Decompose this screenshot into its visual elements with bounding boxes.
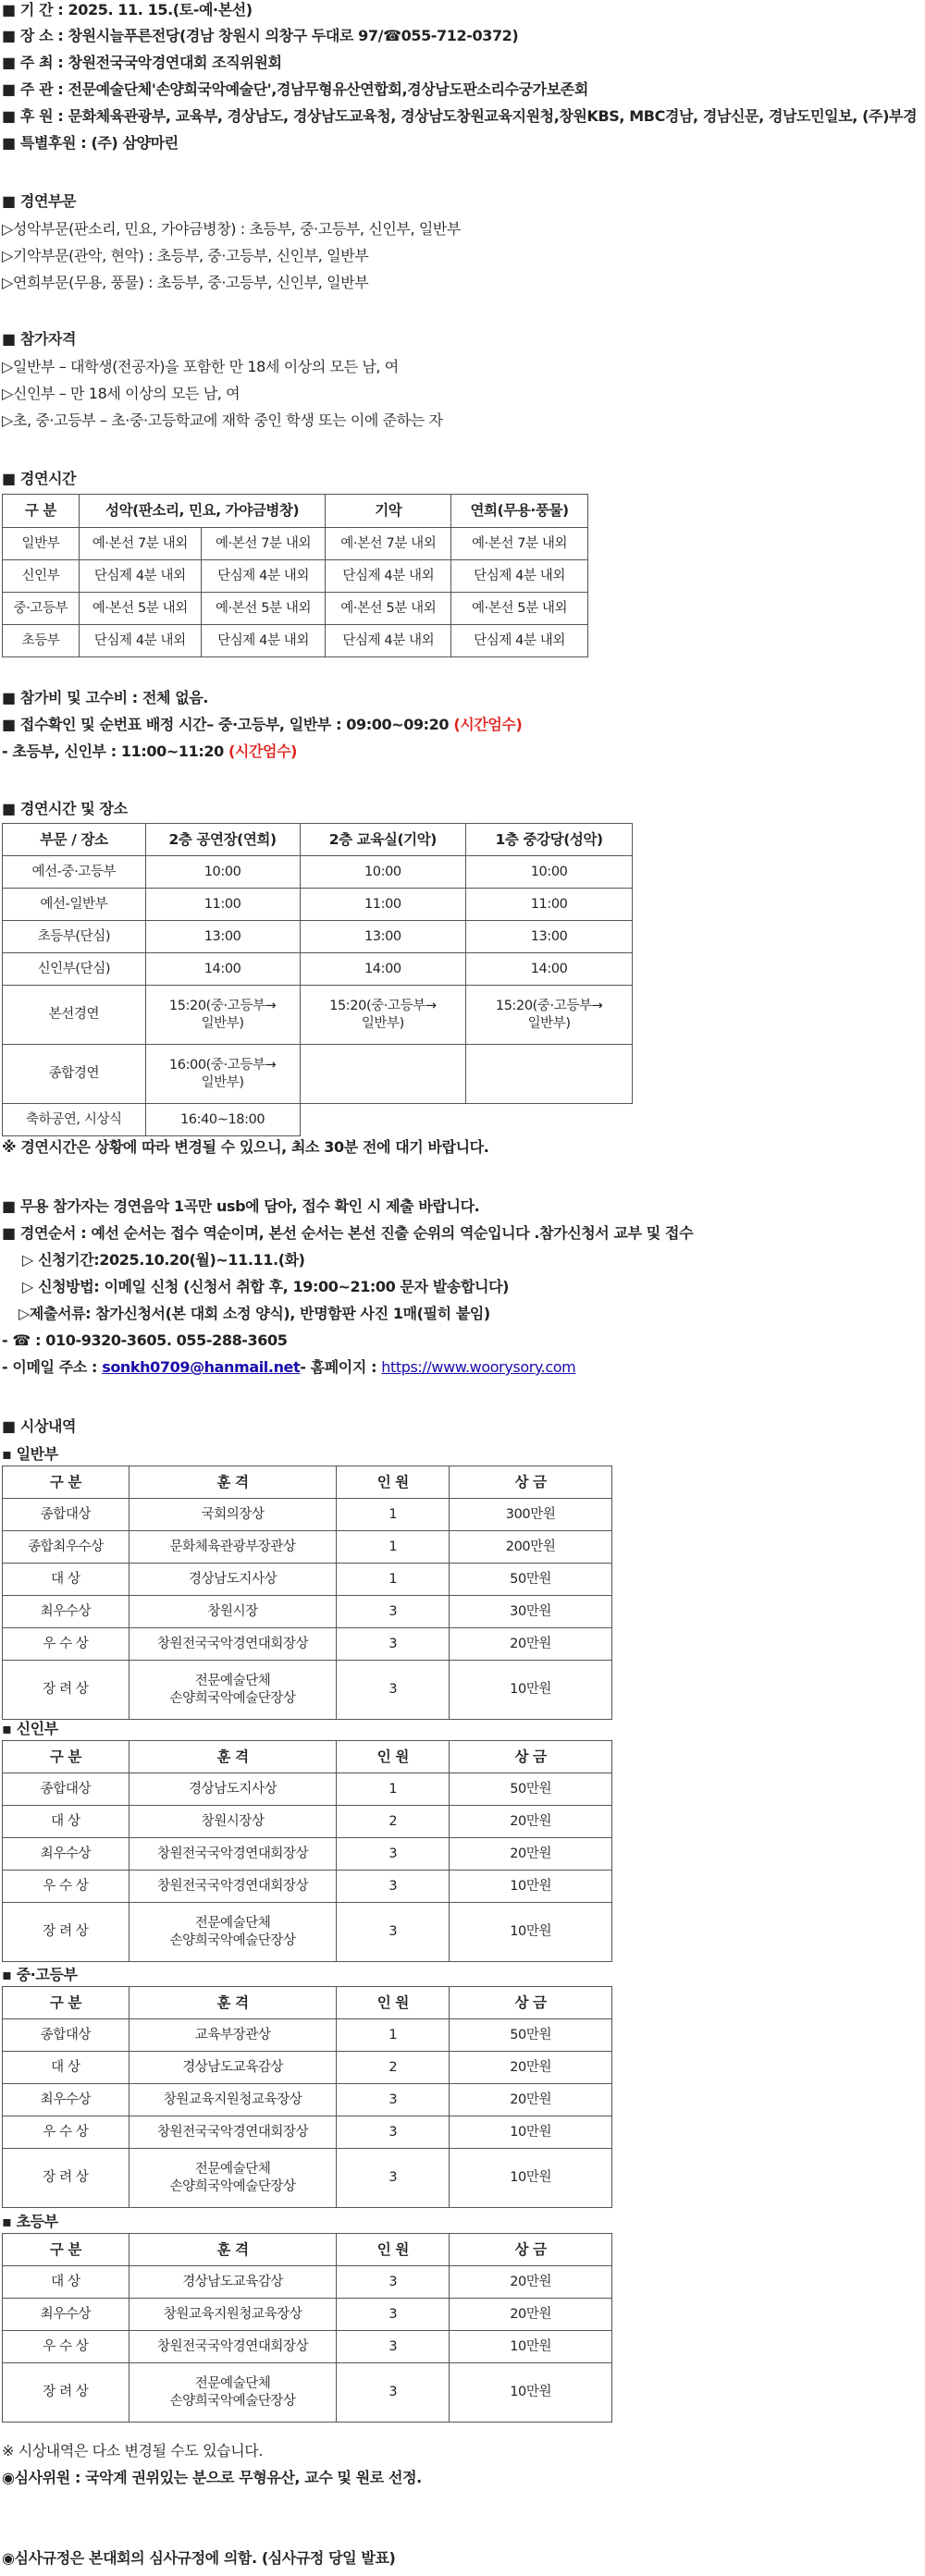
award-prize: 10만원: [450, 1871, 612, 1903]
time-cell: 신인부: [3, 560, 80, 593]
award-title: [129, 2331, 337, 2363]
time-cell: 단심제 4분 내외: [201, 625, 326, 657]
venue-header: 부문 / 장소: [3, 824, 146, 856]
award-header: 훈 격: [129, 1987, 337, 2019]
venue-cell: 신인부(단심): [3, 953, 146, 986]
awards-note: ※ 시상내역은 다소 변경될 수도 있습니다.: [2, 2442, 264, 2459]
venue-cell: [300, 1104, 466, 1136]
award-group-label: ▪ 신인부: [2, 1720, 58, 1737]
award-category: 최우수상: [3, 1596, 130, 1628]
award-table: [2, 1986, 612, 2208]
table-row: [3, 953, 633, 986]
table-row: [3, 1045, 633, 1104]
venue-cell: 10:00: [145, 856, 300, 889]
award-prize: 20만원: [450, 2266, 612, 2299]
award-count: 3: [337, 1903, 450, 1962]
venue-cell: 10:00: [466, 856, 633, 889]
homepage-label: - 홈페이지 :: [300, 1358, 382, 1376]
time-header: 성악(판소리, 민요, 가야금병창): [79, 495, 326, 528]
award-count: 3: [337, 2116, 450, 2149]
award-title: [129, 2266, 337, 2299]
award-prize: 20만원: [450, 2299, 612, 2331]
award-prize: 10만원: [450, 2363, 612, 2423]
time-cell: 예·본선 5분 내외: [79, 593, 201, 625]
award-prize: 20만원: [450, 2052, 612, 2084]
award-category: 장 려 상: [3, 2149, 130, 2208]
final-time: 15:20(중·고등부→: [168, 998, 277, 1013]
award-category: 우 수 상: [3, 2116, 130, 2149]
time-cell: 예·본선 5분 내외: [326, 593, 451, 625]
venue-cell: 예선-일반부: [3, 889, 146, 921]
table-row: [3, 856, 633, 889]
order-notice: ■ 경연순서 : 예선 순서는 접수 역순이며, 본선 순서는 본선 진출 순위의 역순입니다 .참가신청서 교부 및 접수: [2, 1224, 694, 1242]
table-row: [3, 2084, 612, 2116]
award-category: 대 상: [3, 1564, 130, 1596]
table-row: [3, 1806, 612, 1838]
award-header: 인 원: [337, 1466, 450, 1499]
award-group-label: ▪ 초등부: [2, 2213, 58, 2230]
table-row: [3, 1838, 612, 1871]
award-title-text: 국회의장상: [201, 1506, 265, 1522]
division-item: ▷연희부문(무용, 풍물) : 초등부, 중·고등부, 신인부, 일반부: [2, 274, 369, 291]
award-category: 최우수상: [3, 2084, 130, 2116]
venue-cell: 16:40~18:00: [145, 1104, 300, 1136]
award-header: 상 금: [450, 1466, 612, 1499]
award-title-text: 창원교육지원청교육장상: [163, 2306, 302, 2322]
final-time: 일반부): [201, 1015, 244, 1031]
venue-cell: 초등부(단심): [3, 921, 146, 953]
award-title: [129, 1871, 337, 1903]
award-count: 3: [337, 1838, 450, 1871]
time-cell: 예·본선 7분 내외: [201, 528, 326, 560]
contact-line: [2, 1357, 575, 1378]
venue-cell: [145, 1045, 300, 1104]
award-category: 우 수 상: [3, 1871, 130, 1903]
award-count: 3: [337, 2299, 450, 2331]
award-title: [129, 2084, 337, 2116]
award-title-text: 창원전국국악경연대회장상: [156, 2124, 309, 2140]
award-title: [129, 1531, 337, 1564]
venue-cell: 13:00: [300, 921, 466, 953]
venue-cell: 11:00: [466, 889, 633, 921]
checkin-line: [2, 715, 522, 735]
judges-line: ◉심사위원 : 국악계 권위있는 분으로 무형유산, 교수 및 원로 선정.: [2, 2469, 422, 2486]
award-count: 1: [337, 1531, 450, 1564]
venue-cell: 예선-중·고등부: [3, 856, 146, 889]
host-line: ■ 주 최 : 창원전국국악경연대회 조직위원회: [2, 54, 282, 71]
time-cell: 단심제 4분 내외: [201, 560, 326, 593]
award-title-text: 창원시장상: [201, 1813, 265, 1829]
combined-time: 16:00(중·고등부→: [168, 1057, 277, 1073]
award-title: [129, 2116, 337, 2149]
venue-table: [2, 823, 633, 1136]
venue-cell: [466, 1045, 633, 1104]
time-cell: 단심제 4분 내외: [326, 560, 451, 593]
award-count: 3: [337, 2331, 450, 2363]
time-cell: 예·본선 7분 내외: [79, 528, 201, 560]
award-title-text: 경상남도교육감상: [182, 2059, 284, 2075]
award-category: 종합대상: [3, 2019, 130, 2052]
time-header: 구 분: [3, 495, 80, 528]
award-title-text: 문화체육관광부장관상: [169, 1539, 296, 1554]
table-row: [3, 1499, 612, 1531]
time-cell: 단심제 4분 내외: [79, 625, 201, 657]
award-header: 인 원: [337, 1987, 450, 2019]
award-prize: 200만원: [450, 1531, 612, 1564]
venue-cell: 11:00: [300, 889, 466, 921]
time-cell: 예·본선 5분 내외: [451, 593, 588, 625]
rules-line: ◉심사규정은 본대회의 심사규정에 의함. (심사규정 당일 발표): [2, 2549, 396, 2567]
time-cell: 중·고등부: [3, 593, 80, 625]
period-line: ■ 기 간 : 2025. 11. 15.(토-예·본선): [2, 1, 253, 18]
table-row: [3, 625, 588, 657]
award-prize: 20만원: [450, 2084, 612, 2116]
award-count: 1: [337, 2019, 450, 2052]
venue-cell: [466, 986, 633, 1045]
award-title-text: 창원전국국악경연대회장상: [156, 2338, 309, 2354]
combined-time: 일반부): [201, 1074, 244, 1090]
sponsor-line: ■ 후 원 : 문화체육관광부, 교육부, 경상남도, 경상남도교육청, 경상남도창원교육지원청,창원KBS, MBC경남, 경남신문, 경남도민일보, (주)부경: [2, 107, 918, 125]
award-title-text: 창원시장: [207, 1603, 258, 1619]
award-header: 인 원: [337, 1741, 450, 1773]
award-category: 장 려 상: [3, 1903, 130, 1962]
award-category: 최우수상: [3, 2299, 130, 2331]
eligibility-item: ▷신인부 – 만 18세 이상의 모든 남, 여: [2, 385, 240, 402]
award-category: 종합대상: [3, 1499, 130, 1531]
division-item: ▷성악부문(판소리, 민요, 가야금병창) : 초등부, 중·고등부, 신인부, 일반부: [2, 220, 462, 238]
table-row: [3, 1564, 612, 1596]
award-title: [129, 1628, 337, 1661]
time-cell: 단심제 4분 내외: [451, 560, 588, 593]
award-title-text: 경상남도지사상: [188, 1781, 278, 1797]
award-prize: 20만원: [450, 1628, 612, 1661]
table-row: [3, 528, 588, 560]
special-sponsor-line: ■ 특별후원 : (주) 삼양마린: [2, 134, 179, 152]
table-row: [3, 889, 633, 921]
award-title-text: 창원교육지원청교육장상: [163, 2091, 302, 2107]
time-cell: 단심제 4분 내외: [451, 625, 588, 657]
final-time: 15:20(중·고등부→: [495, 998, 603, 1013]
checkin-text: - 초등부, 신인부 : 11:00~11:20: [2, 742, 228, 760]
venue-cell: 11:00: [145, 889, 300, 921]
venue-header: 2층 교육실(기악): [300, 824, 466, 856]
time-table: [2, 494, 588, 657]
award-prize: 20만원: [450, 1838, 612, 1871]
award-count: 3: [337, 1661, 450, 1720]
venue-table-title: ■ 경연시간 및 장소: [2, 800, 128, 817]
award-count: 3: [337, 2084, 450, 2116]
venue-cell: [145, 986, 300, 1045]
time-cell: 단심제 4분 내외: [326, 625, 451, 657]
checkin-note: (시간엄수): [228, 742, 298, 760]
award-title-text: 전문예술단체: [194, 2375, 271, 2391]
award-header: 상 금: [450, 1987, 612, 2019]
venue-cell: 종합경연: [3, 1045, 146, 1104]
time-cell: 예·본선 7분 내외: [326, 528, 451, 560]
checkin-note: (시간엄수): [453, 716, 523, 733]
table-row: [3, 986, 633, 1045]
time-cell: 일반부: [3, 528, 80, 560]
time-table-title: ■ 경연시간: [2, 470, 77, 487]
table-row: [3, 1903, 612, 1962]
award-count: 2: [337, 1806, 450, 1838]
apply-method: ▷ 신청방법: 이메일 신청 (신청서 취합 후, 19:00~21:00 문자 발송합니다): [22, 1278, 510, 1295]
final-time: 15:20(중·고등부→: [329, 998, 437, 1013]
award-count: 1: [337, 1564, 450, 1596]
award-prize: 50만원: [450, 2019, 612, 2052]
final-time: 일반부): [527, 1015, 571, 1031]
award-title-text: 손양희국악예술단장상: [169, 1690, 296, 1706]
venue-cell: 13:00: [145, 921, 300, 953]
venue-cell: 13:00: [466, 921, 633, 953]
table-row: [3, 2299, 612, 2331]
award-prize: 10만원: [450, 1903, 612, 1962]
award-group-label: ▪ 일반부: [2, 1445, 58, 1463]
award-header: 상 금: [450, 1741, 612, 1773]
award-title-text: 손양희국악예술단장상: [169, 2178, 296, 2194]
award-table: [2, 1466, 612, 1720]
award-header: 구 분: [3, 1466, 130, 1499]
award-prize: 20만원: [450, 1806, 612, 1838]
award-group-label: ▪ 중·고등부: [2, 1966, 78, 1983]
award-category: 우 수 상: [3, 1628, 130, 1661]
eligibility-item: ▷일반부 – 대학생(전공자)을 포함한 만 18세 이상의 모든 남, 여: [2, 358, 399, 375]
award-title-text: 교육부장관상: [194, 2027, 271, 2042]
award-title-text: 창원전국국악경연대회장상: [156, 1846, 309, 1861]
organizer-line: ■ 주 관 : 전문예술단체'손양희국악예술단',경남무형유산연합회,경상남도판소리수궁가보존회: [2, 80, 588, 98]
award-category: 종합최우수상: [3, 1531, 130, 1564]
award-count: 1: [337, 1499, 450, 1531]
venue-cell: 14:00: [300, 953, 466, 986]
table-row: [3, 2266, 612, 2299]
email-link[interactable]: sonkh0709@hanmail.net: [102, 1358, 301, 1376]
table-row: [3, 2116, 612, 2149]
table-row: [3, 560, 588, 593]
venue-header: 2층 공연장(연희): [145, 824, 300, 856]
apply-docs: ▷제출서류: 참가신청서(본 대회 소정 양식), 반명함판 사진 1매(필히 붙임): [18, 1305, 490, 1322]
award-prize: 10만원: [450, 2116, 612, 2149]
award-count: 3: [337, 2149, 450, 2208]
venue-cell: [300, 1045, 466, 1104]
award-title: [129, 2052, 337, 2084]
venue-header: 1층 중강당(성악): [466, 824, 633, 856]
award-title-text: 손양희국악예술단장상: [169, 1932, 296, 1948]
table-row: [3, 1104, 633, 1136]
award-header: 훈 격: [129, 1466, 337, 1499]
venue-cell: 14:00: [145, 953, 300, 986]
award-category: 최우수상: [3, 1838, 130, 1871]
venue-note: ※ 경연시간은 상황에 따라 변경될 수 있으니, 최소 30분 전에 대기 바랍니다.: [2, 1138, 489, 1156]
award-category: 대 상: [3, 2266, 130, 2299]
venue-cell: [300, 986, 466, 1045]
award-header: 훈 격: [129, 2234, 337, 2266]
award-table: [2, 2233, 612, 2423]
award-count: 3: [337, 1871, 450, 1903]
award-category: 종합대상: [3, 1773, 130, 1806]
award-prize: 50만원: [450, 1564, 612, 1596]
time-cell: 예·본선 5분 내외: [201, 593, 326, 625]
venue-cell: 본선경연: [3, 986, 146, 1045]
time-cell: 예·본선 7분 내외: [451, 528, 588, 560]
award-title: [129, 2363, 337, 2423]
table-row: [3, 1661, 612, 1720]
table-row: [3, 593, 588, 625]
award-header: 상 금: [450, 2234, 612, 2266]
homepage-link[interactable]: https://www.woorysory.com: [381, 1358, 576, 1376]
award-title-text: 창원전국국악경연대회장상: [156, 1878, 309, 1894]
fees-line: ■ 참가비 및 고수비 : 전체 없음.: [2, 689, 209, 706]
award-category: 대 상: [3, 1806, 130, 1838]
award-count: 2: [337, 2052, 450, 2084]
divisions-title: ■ 경연부문: [2, 192, 77, 210]
phone-line: - ☎ : 010-9320-3605. 055-288-3605: [2, 1331, 288, 1349]
table-row: [3, 2149, 612, 2208]
award-count: 3: [337, 2363, 450, 2423]
award-category: 우 수 상: [3, 2331, 130, 2363]
award-title: [129, 2299, 337, 2331]
award-category: 대 상: [3, 2052, 130, 2084]
venue-cell: 14:00: [466, 953, 633, 986]
award-title: [129, 1773, 337, 1806]
award-title: [129, 1564, 337, 1596]
email-label: - 이메일 주소 :: [2, 1358, 103, 1376]
eligibility-title: ■ 참가자격: [2, 330, 77, 348]
award-table: [2, 1740, 612, 1962]
venue-cell: 10:00: [300, 856, 466, 889]
award-title: [129, 1596, 337, 1628]
award-title-text: 경상남도교육감상: [182, 2274, 284, 2289]
award-title: [129, 2019, 337, 2052]
time-cell: 초등부: [3, 625, 80, 657]
venue-line: ■ 장 소 : 창원시늘푸른전당(경남 창원시 의창구 두대로 97/☎055-712-0372): [2, 27, 519, 44]
time-header: 기악: [326, 495, 451, 528]
award-title: [129, 2149, 337, 2208]
award-category: 장 려 상: [3, 1661, 130, 1720]
table-row: [3, 1531, 612, 1564]
award-header: 구 분: [3, 1741, 130, 1773]
awards-title: ■ 시상내역: [2, 1417, 77, 1435]
dance-notice: ■ 무용 참가자는 경연음악 1곡만 usb에 담아, 접수 확인 시 제출 바랍니다.: [2, 1197, 480, 1215]
award-title: [129, 1661, 337, 1720]
time-cell: 단심제 4분 내외: [79, 560, 201, 593]
award-title-text: 경상남도지사상: [188, 1571, 278, 1587]
table-row: [3, 2052, 612, 2084]
award-count: 3: [337, 1628, 450, 1661]
award-title: [129, 1499, 337, 1531]
award-prize: 10만원: [450, 2331, 612, 2363]
table-row: [3, 2331, 612, 2363]
award-prize: 300만원: [450, 1499, 612, 1531]
award-title: [129, 1838, 337, 1871]
award-title: [129, 1903, 337, 1962]
award-title-text: 손양희국악예술단장상: [169, 2393, 296, 2409]
checkin-line-2: [2, 742, 297, 762]
table-row: [3, 1596, 612, 1628]
table-row: [3, 2019, 612, 2052]
award-count: 3: [337, 2266, 450, 2299]
table-row: [3, 1871, 612, 1903]
award-header: 훈 격: [129, 1741, 337, 1773]
award-title: [129, 1806, 337, 1838]
final-time: 일반부): [361, 1015, 404, 1031]
table-row: [3, 1628, 612, 1661]
award-category: 장 려 상: [3, 2363, 130, 2423]
award-prize: 30만원: [450, 1596, 612, 1628]
venue-cell: [466, 1104, 633, 1136]
award-header: 구 분: [3, 2234, 130, 2266]
time-header: 연희(무용·풍물): [451, 495, 588, 528]
award-header: 인 원: [337, 2234, 450, 2266]
apply-period: ▷ 신청기간:2025.10.20(월)~11.11.(화): [22, 1251, 305, 1269]
division-item: ▷기악부문(관악, 현악) : 초등부, 중·고등부, 신인부, 일반부: [2, 247, 369, 264]
table-row: [3, 2363, 612, 2423]
award-header: 구 분: [3, 1987, 130, 2019]
award-title-text: 전문예술단체: [194, 2161, 271, 2177]
award-title-text: 전문예술단체: [194, 1915, 271, 1931]
checkin-text: ■ 접수확인 및 순번표 배정 시간– 중·고등부, 일반부 : 09:00~09:20: [2, 716, 454, 733]
award-count: 1: [337, 1773, 450, 1806]
award-title-text: 전문예술단체: [194, 1673, 271, 1688]
eligibility-item: ▷초, 중·고등부 – 초·중·고등학교에 재학 중인 학생 또는 이에 준하는 자: [2, 411, 443, 429]
award-title-text: 창원전국국악경연대회장상: [156, 1636, 309, 1651]
award-count: 3: [337, 1596, 450, 1628]
award-prize: 10만원: [450, 2149, 612, 2208]
venue-cell: 축하공연, 시상식: [3, 1104, 146, 1136]
award-prize: 50만원: [450, 1773, 612, 1806]
table-row: [3, 921, 633, 953]
table-row: [3, 1773, 612, 1806]
award-prize: 10만원: [450, 1661, 612, 1720]
